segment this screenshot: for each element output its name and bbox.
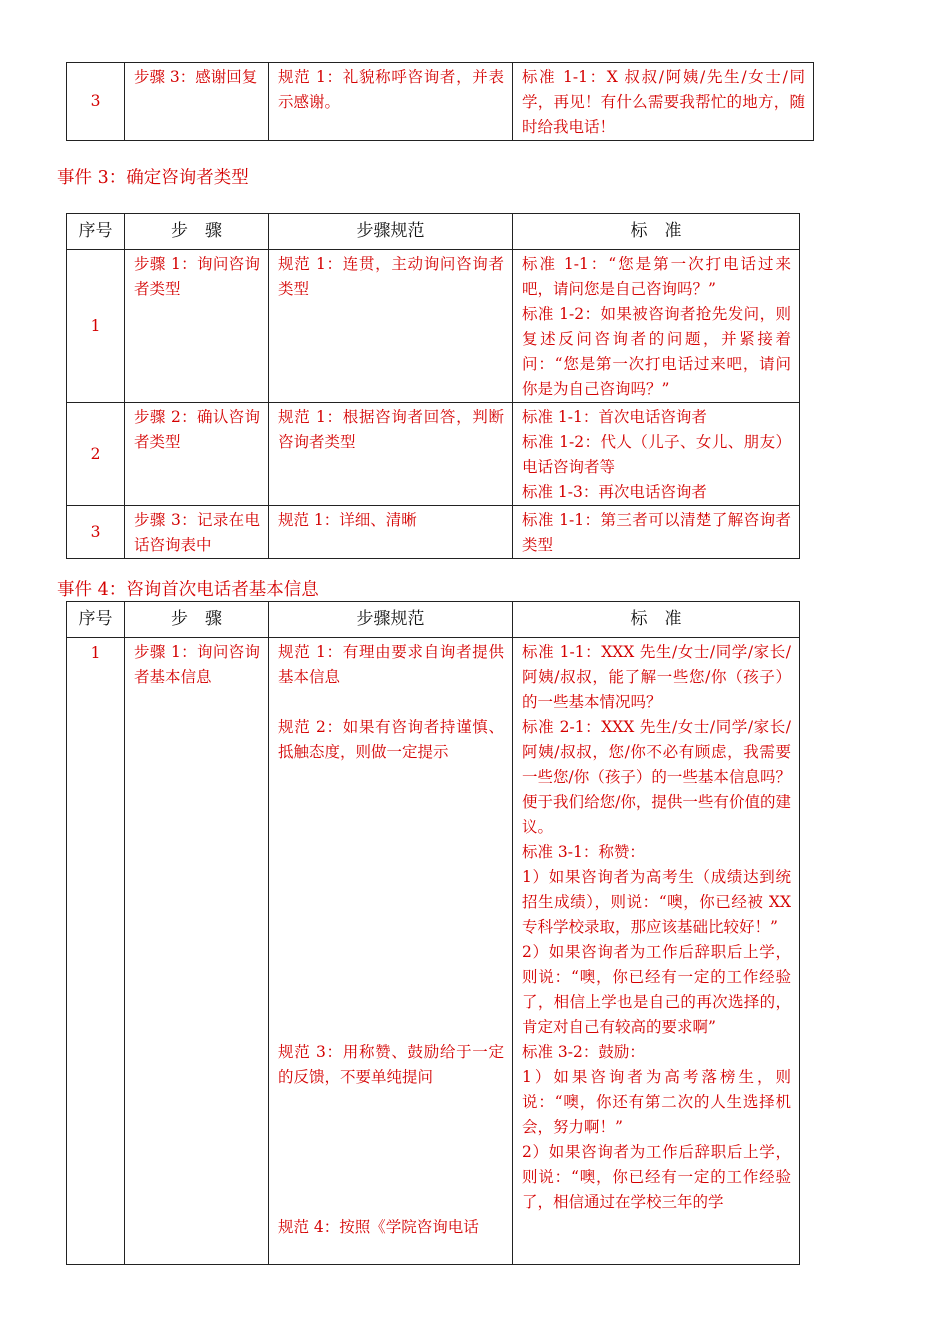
table-row <box>67 638 800 1265</box>
standard-line: 标准 1-2：代人（儿子、女儿、朋友）电话咨询者等 <box>522 433 791 476</box>
header-step: 步 骤 <box>125 602 269 638</box>
norm-cell: 规范 1：礼貌称呼咨询者，并表示感谢。 <box>269 63 513 141</box>
header-number: 序号 <box>67 602 125 638</box>
standard-line: 标准 1-3：再次电话咨询者 <box>522 483 707 501</box>
row-number: 1 <box>67 638 125 1265</box>
step-cell: 步骤 2：确认咨询者类型 <box>125 403 269 506</box>
table-row <box>67 506 800 559</box>
header-step: 步 骤 <box>125 214 269 250</box>
standard-line: 1）如果咨询者为高考生（成绩达到统招生成绩），则说：“噢，你已经被 XX 专科学校录取，那应该基础比较好！” <box>522 868 791 936</box>
standard-line: 2）如果咨询者为工作后辞职后上学，则说：“噢，你已经有一定的工作经验了，相信通过在学校三年的学 <box>522 1143 791 1211</box>
table-row <box>67 250 800 403</box>
header-standard: 标 准 <box>513 214 800 250</box>
table-row <box>67 403 800 506</box>
norm-line: 规范 2：如果有咨询者持谨慎、抵触态度，则做一定提示 <box>278 718 504 761</box>
standard-line: 标准 3-2：鼓励： <box>522 1043 645 1061</box>
header-norm: 步骤规范 <box>269 214 513 250</box>
norm-cell: 规范 1：连贯，主动询问咨询者类型 <box>269 250 513 403</box>
event2-continuation-table <box>66 62 814 141</box>
norm-line: 规范 1：有理由要求自询者提供基本信息 <box>278 643 504 686</box>
norm-line: 规范 4：按照《学院咨询电话 <box>278 1218 479 1236</box>
standard-cell <box>513 403 800 506</box>
standard-cell <box>513 250 800 403</box>
norm-line: 规范 3：用称赞、鼓励给于一定的反馈，不要单纯提问 <box>278 1043 504 1086</box>
step-cell: 步骤 3：感谢回复 <box>125 63 269 141</box>
standard-line: 2）如果咨询者为工作后辞职后上学，则说：“噢，你已经有一定的工作经验了，相信上学也是自己的再次选择的，肯定对自己有较高的要求啊” <box>522 943 791 1036</box>
header-norm: 步骤规范 <box>269 602 513 638</box>
row-number: 1 <box>67 250 125 403</box>
standard-line: 标准 1-2：如果被咨询者抢先发问，则复述反问咨询者的问题，并紧接着问：“您是第一次打电话过来吧，请问你是为自己咨询吗？” <box>522 305 791 398</box>
row-number: 2 <box>67 403 125 506</box>
standard-cell: 标准 1-1：X 叔叔/阿姨/先生/女士/同学，再见！有什么需要我帮忙的地方，随时给我电话！ <box>513 63 814 141</box>
norm-cell <box>269 638 513 1265</box>
table-header-row <box>67 214 800 250</box>
row-number: 3 <box>67 506 125 559</box>
step-cell: 步骤 1：询问咨询者类型 <box>125 250 269 403</box>
norm-cell: 规范 1：详细、清晰 <box>269 506 513 559</box>
event3-heading: 事件 3：确定咨询者类型 <box>57 168 249 188</box>
standard-cell <box>513 506 800 559</box>
table-header-row <box>67 602 800 638</box>
norm-cell: 规范 1：根据咨询者回答，判断咨询者类型 <box>269 403 513 506</box>
event3-table <box>66 213 800 559</box>
standard-cell <box>513 638 800 1265</box>
standard-line: 标准 2-1：XXX 先生/女士/同学/家长/阿姨/叔叔，您/你不必有顾虑，我需要一些您/你（孩子）的一些基本信息吗？便于我们给您/你，提供一些有价值的建议。 <box>522 718 791 836</box>
step-cell: 步骤 3：记录在电话咨询表中 <box>125 506 269 559</box>
table-row <box>67 63 814 141</box>
header-number: 序号 <box>67 214 125 250</box>
header-standard: 标 准 <box>513 602 800 638</box>
standard-line: 标准 1-1：第三者可以清楚了解咨询者类型 <box>522 511 791 554</box>
standard-line: 标准 1-1：首次电话咨询者 <box>522 408 707 426</box>
event4-heading: 事件 4：咨询首次电话者基本信息 <box>57 580 319 600</box>
standard-line: 标准 3-1：称赞： <box>522 843 645 861</box>
standard-line: 标准 1-1：XXX 先生/女士/同学/家长/阿姨/叔叔，能了解一些您/你（孩子）的一些基本情况吗？ <box>522 643 791 711</box>
standard-line: 标准 1-1：“您是第一次打电话过来吧，请问您是自己咨询吗？” <box>522 255 791 298</box>
row-number: 3 <box>67 63 125 141</box>
standard-line: 1）如果咨询者为高考落榜生，则说：“噢，你还有第二次的人生选择机会，努力啊！” <box>522 1068 791 1136</box>
step-cell: 步骤 1：询问咨询者基本信息 <box>125 638 269 1265</box>
event4-table <box>66 601 800 1265</box>
